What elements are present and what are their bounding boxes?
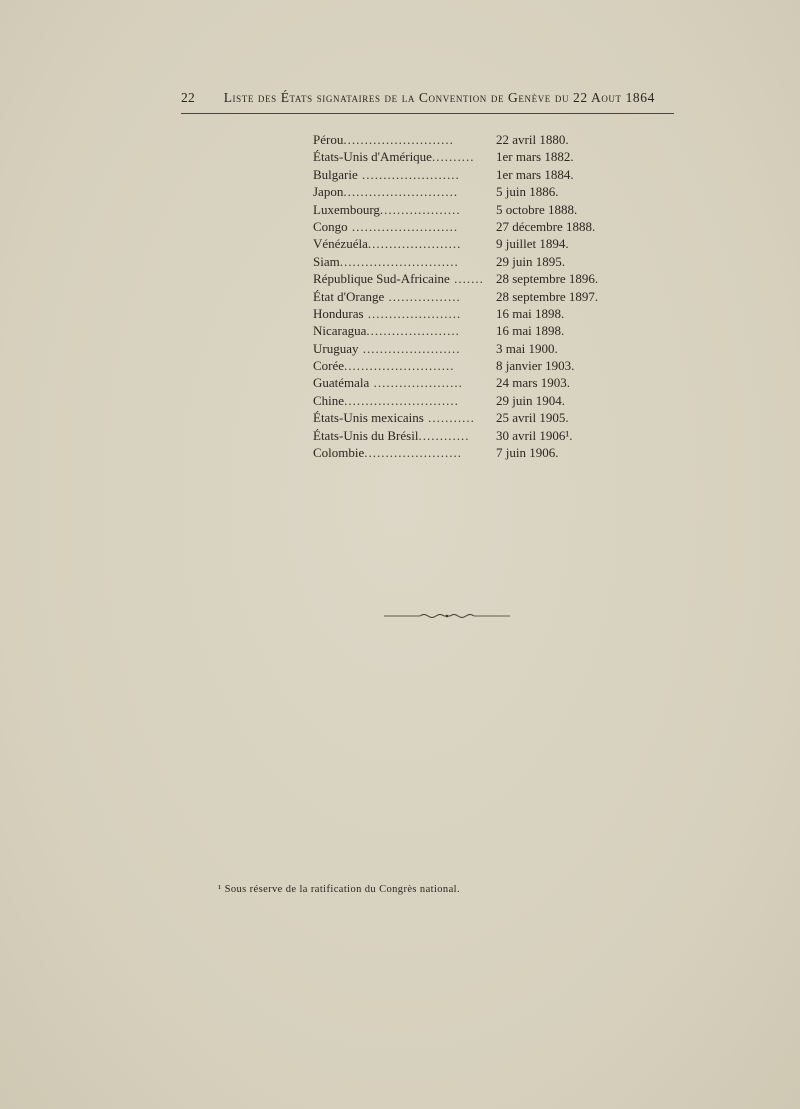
leader-dots: ................... — [379, 201, 461, 217]
signature-date: 28 septembre 1897. — [496, 288, 599, 304]
country-name — [313, 201, 496, 218]
leader-dots: ...................... — [363, 305, 462, 321]
country-label: États-Unis d'Amérique — [313, 149, 432, 165]
leader-dots: ....................... — [364, 445, 463, 461]
leader-dots: ......................... — [347, 218, 459, 234]
list-item — [313, 201, 603, 218]
signature-date: 16 mai 1898. — [496, 305, 565, 321]
signature-date: 28 septembre 1896. — [496, 271, 599, 287]
list-item — [313, 444, 603, 461]
country-name — [313, 253, 496, 270]
list-item — [313, 270, 603, 287]
country-label: Vénézuéla — [313, 236, 368, 252]
country-name — [313, 218, 496, 235]
footnote: ¹ Sous réserve de la ratification du Congrès national. — [218, 884, 460, 895]
signatory-list — [313, 131, 603, 461]
leader-dots: ................. — [384, 288, 461, 304]
country-name — [313, 409, 496, 426]
country-name — [313, 131, 496, 148]
country-label: République Sud-Africaine — [313, 271, 450, 287]
signature-date: 25 avril 1905. — [496, 410, 569, 426]
country-label: Japon — [313, 184, 344, 200]
list-item — [313, 148, 603, 165]
leader-dots: .......................... — [343, 132, 454, 147]
leader-dots: ............................ — [339, 253, 459, 269]
country-label: État d'Orange — [313, 288, 385, 304]
ornament-divider — [384, 613, 510, 619]
country-label: Luxembourg — [313, 201, 380, 217]
country-name — [313, 148, 496, 165]
country-name — [313, 183, 496, 200]
running-header — [181, 90, 655, 106]
list-item — [313, 305, 603, 322]
leader-dots: ...................... — [367, 236, 462, 252]
signature-date: 5 octobre 1888. — [496, 201, 578, 217]
country-name — [313, 374, 496, 391]
signature-date: 3 mai 1900. — [496, 340, 558, 356]
list-item — [313, 288, 603, 305]
leader-dots: .......... — [431, 149, 475, 165]
list-item — [313, 374, 603, 391]
country-name — [313, 235, 496, 252]
country-label: Chine — [313, 392, 345, 408]
signature-date: 1er mars 1884. — [496, 166, 574, 182]
country-name — [313, 322, 496, 339]
country-label: Nicaragua — [313, 323, 367, 339]
header-rule — [181, 113, 674, 114]
country-name — [313, 357, 496, 374]
leader-dots: ....................... — [358, 340, 461, 356]
country-name — [313, 427, 496, 444]
country-name — [313, 392, 496, 409]
country-name — [313, 288, 496, 305]
page-number: 22 — [181, 90, 195, 105]
leader-dots: ....... — [449, 271, 484, 287]
signature-date: 30 avril 1906¹. — [496, 427, 573, 443]
signature-date: 29 juin 1904. — [496, 392, 565, 408]
signature-date: 5 juin 1886. — [496, 184, 559, 200]
list-item — [313, 357, 603, 374]
list-item — [313, 235, 603, 252]
signature-date: 1er mars 1882. — [496, 149, 574, 165]
list-item — [313, 392, 603, 409]
country-name — [313, 270, 496, 287]
list-item — [313, 253, 603, 270]
leader-dots: .......................... — [344, 358, 455, 374]
country-label: Guatémala — [313, 375, 370, 391]
list-item — [313, 218, 603, 235]
country-name — [313, 340, 496, 357]
country-label: Uruguay — [313, 340, 359, 356]
signature-date: 9 juillet 1894. — [496, 236, 569, 252]
signature-date: 24 mars 1903. — [496, 375, 571, 391]
leader-dots: ...................... — [366, 323, 460, 339]
list-item — [313, 409, 603, 426]
signature-date: 7 juin 1906. — [496, 445, 559, 461]
country-label: États-Unis mexicains — [313, 410, 424, 426]
list-item — [313, 322, 603, 339]
leader-dots: ............ — [418, 427, 470, 443]
country-label: Siam — [313, 253, 340, 269]
country-label: États-Unis du Brésil — [313, 427, 419, 443]
leader-dots: ........... — [423, 410, 475, 426]
country-label: Congo — [313, 218, 348, 234]
country-label: Honduras — [313, 305, 364, 321]
leader-dots: ........................... — [343, 184, 459, 200]
signature-date: 27 décembre 1888. — [496, 218, 596, 234]
country-label: Colombie — [313, 445, 365, 461]
leader-dots: ........................... — [344, 392, 459, 408]
signature-date: 8 janvier 1903. — [496, 358, 575, 374]
list-item — [313, 131, 603, 148]
country-name — [313, 305, 496, 322]
leader-dots: ..................... — [369, 375, 463, 391]
signature-date: 29 juin 1895. — [496, 253, 565, 269]
leader-dots: ....................... — [357, 166, 460, 182]
country-label: Pérou — [313, 132, 344, 147]
list-item — [313, 340, 603, 357]
list-item — [313, 427, 603, 444]
page-title: Liste des États signataires de la Convention de Genève du 22 Aout 1864 — [223, 90, 655, 105]
list-item — [313, 166, 603, 183]
country-name — [313, 166, 496, 183]
signature-date: 22 avril 1880. — [496, 132, 569, 147]
country-label: Bulgarie — [313, 166, 358, 182]
list-item — [313, 183, 603, 200]
country-label: Corée — [313, 358, 345, 374]
signature-date: 16 mai 1898. — [496, 323, 565, 339]
country-name — [313, 444, 496, 461]
